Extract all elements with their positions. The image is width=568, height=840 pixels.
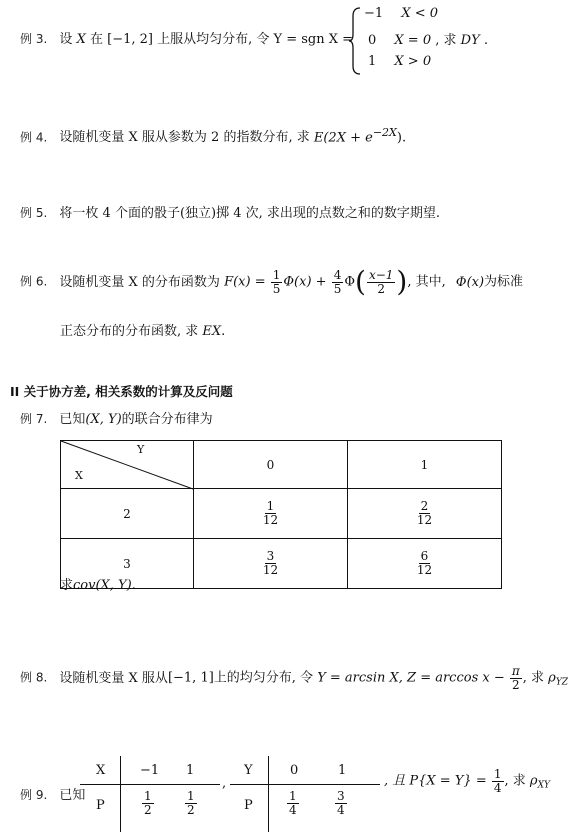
example-9-condition <box>384 768 550 794</box>
example-7-text-b: 的联合分布律为 <box>121 412 213 427</box>
table-cell: $\frac{6}{12}$ <box>348 539 502 589</box>
example-6-ex: EX <box>202 324 222 339</box>
example-9-comma: , <box>222 776 227 791</box>
fraction-pi-2: $\frac{\pi}{2}$ <box>511 664 520 692</box>
example-9-text: 已知 <box>59 788 86 803</box>
corner-x: X <box>75 469 83 482</box>
example-7-text: 已知 <box>59 412 86 427</box>
example-7-ask-text: 求 <box>60 578 74 593</box>
example-6-f: F(x) = <box>224 274 266 290</box>
fraction-1-4: $\frac{1}{4}$ <box>493 767 502 795</box>
table-y-val-1: 0 <box>290 763 299 778</box>
example-6-text-b: , 其中, <box>407 274 446 290</box>
fraction-x-1-2: $\frac{x-1}{2}$ <box>368 267 394 296</box>
example-8-text: 设随机变量 X 服从 <box>59 670 168 686</box>
example-3-case-1 <box>364 6 438 21</box>
example-9-rho: ρ <box>529 773 538 789</box>
table-corner <box>61 441 194 489</box>
example-4-close: ). <box>396 130 407 146</box>
example-8-rho: ρ <box>548 670 556 686</box>
case-2-condition: X = 0 <box>394 33 432 48</box>
table-cell: $\frac{2}{12}$ <box>348 489 502 539</box>
table-y-underline <box>230 784 380 785</box>
example-6-line-2-text: 正态分布的分布函数, 求 <box>60 324 199 339</box>
example-7-label: 例 7. <box>20 412 48 426</box>
table-x-val-2: 1 <box>186 763 195 778</box>
example-3-text-a: 设 <box>59 32 73 47</box>
example-3-tail: , 求 <box>435 33 457 48</box>
table-x-val-1: −1 <box>140 763 160 778</box>
col-header-1: 1 <box>348 441 502 489</box>
example-9-label: 例 9. <box>20 788 48 802</box>
example-5-text: 将一枚 4 个面的骰子(独立)掷 4 次, 求出现的点数之和的数字期望. <box>59 206 441 221</box>
example-6-phi-2: Φ <box>344 274 356 290</box>
example-6-label: 例 6. <box>20 274 48 289</box>
example-8 <box>20 665 568 691</box>
table-x-underline <box>80 784 220 785</box>
table-x-head: X <box>96 763 106 778</box>
example-3-interval: [−1, 2] <box>107 32 153 47</box>
case-1-condition: X < 0 <box>401 6 438 21</box>
example-6-phi-1: Φ(x) + <box>283 274 327 290</box>
example-3-case-2 <box>368 29 488 48</box>
example-3-label: 例 3. <box>20 32 48 46</box>
example-7-cov: cov(X, Y) <box>73 578 132 593</box>
example-8-text-b: 上的均匀分布, 令 <box>213 670 314 686</box>
case-1-value: −1 <box>364 6 384 21</box>
example-7-pair: (X, Y) <box>85 412 122 427</box>
example-6-phi-3: Φ(x) <box>455 274 485 290</box>
table-x-divider <box>120 756 121 832</box>
fraction-4-5: $\frac{4}{5}$ <box>333 267 342 296</box>
section-2-title: II 关于协方差, 相关系数的计算及反问题 <box>10 384 233 399</box>
example-6-text-c: 为标准 <box>484 274 524 290</box>
example-6: 例 6. 设随机变量 X 的分布函数为 F(x) = $\frac{1}{5}$ Φ(x) + $\frac{4}{5}$ Φ( $\frac{x-1}{2}$ ), 其中, Φ(x)为标准 <box>20 265 524 298</box>
example-3-dy: DY <box>460 33 480 48</box>
table-row <box>61 489 502 539</box>
example-9-ask: , 求 <box>504 773 526 789</box>
example-3-text-b: 在 <box>89 32 103 47</box>
example-8-yexpr: Y = arcsin X, Z = arccos x − <box>317 670 505 686</box>
example-4-expr: E(2X + e <box>313 130 373 146</box>
example-3-brace <box>348 6 362 76</box>
example-3-definition: Y = sgn X = <box>273 32 354 47</box>
example-3-var-x: X <box>76 32 86 47</box>
row-header-2: 2 <box>61 489 194 539</box>
example-9-label-line <box>20 784 85 803</box>
table-cell: $\frac{3}{12}$ <box>194 539 348 589</box>
table-x-prob-1: $\frac{1}{2}$ <box>144 789 152 817</box>
example-7-ask <box>60 574 136 593</box>
case-2-value: 0 <box>368 33 377 48</box>
example-8-rho-sub: YZ <box>555 677 568 688</box>
example-7-end: . <box>131 578 136 593</box>
table-y-head: Y <box>244 763 253 778</box>
example-8-ask: , 求 <box>522 670 545 686</box>
example-7 <box>20 408 213 427</box>
table-y-prob-2: $\frac{3}{4}$ <box>337 789 345 817</box>
table-y-divider <box>268 756 269 832</box>
example-3 <box>20 28 353 47</box>
example-3-case-3 <box>368 54 431 69</box>
example-4 <box>20 126 406 145</box>
example-6-line-2 <box>60 320 225 339</box>
case-3-condition: X > 0 <box>394 54 432 69</box>
fraction-1-5: $\frac{1}{5}$ <box>272 267 281 296</box>
example-8-interval: [−1, 1] <box>167 670 214 686</box>
example-4-text: 设随机变量 X 服从参数为 2 的指数分布, 求 <box>59 130 310 146</box>
case-3-value: 1 <box>368 54 377 69</box>
joint-distribution-table <box>60 440 502 589</box>
table-y-val-2: 1 <box>338 763 347 778</box>
example-9-rho-sub: XY <box>537 780 550 791</box>
example-4-exponent: −2X <box>372 126 397 139</box>
col-header-0: 0 <box>194 441 348 489</box>
example-9-cond-text: , 且 P{X = Y} = <box>384 773 487 789</box>
example-5 <box>20 202 440 221</box>
table-x-prob-2: $\frac{1}{2}$ <box>187 789 195 817</box>
table-cell: $\frac{1}{12}$ <box>194 489 348 539</box>
example-4-label: 例 4. <box>20 130 48 145</box>
table-y-prob-1: $\frac{1}{4}$ <box>289 789 297 817</box>
example-6-end: . <box>221 324 226 339</box>
table-x-prow: P <box>96 798 105 813</box>
example-6-text-a: 设随机变量 X 的分布函数为 <box>59 274 220 290</box>
example-5-label: 例 5. <box>20 206 48 220</box>
example-3-text-c: 上服从均匀分布, 令 <box>157 32 270 47</box>
row-header-3: 3 <box>61 539 194 589</box>
example-3-end: . <box>483 33 488 48</box>
table-y-prow: P <box>244 798 253 813</box>
example-8-label: 例 8. <box>20 670 48 685</box>
corner-y: Y <box>137 443 145 456</box>
